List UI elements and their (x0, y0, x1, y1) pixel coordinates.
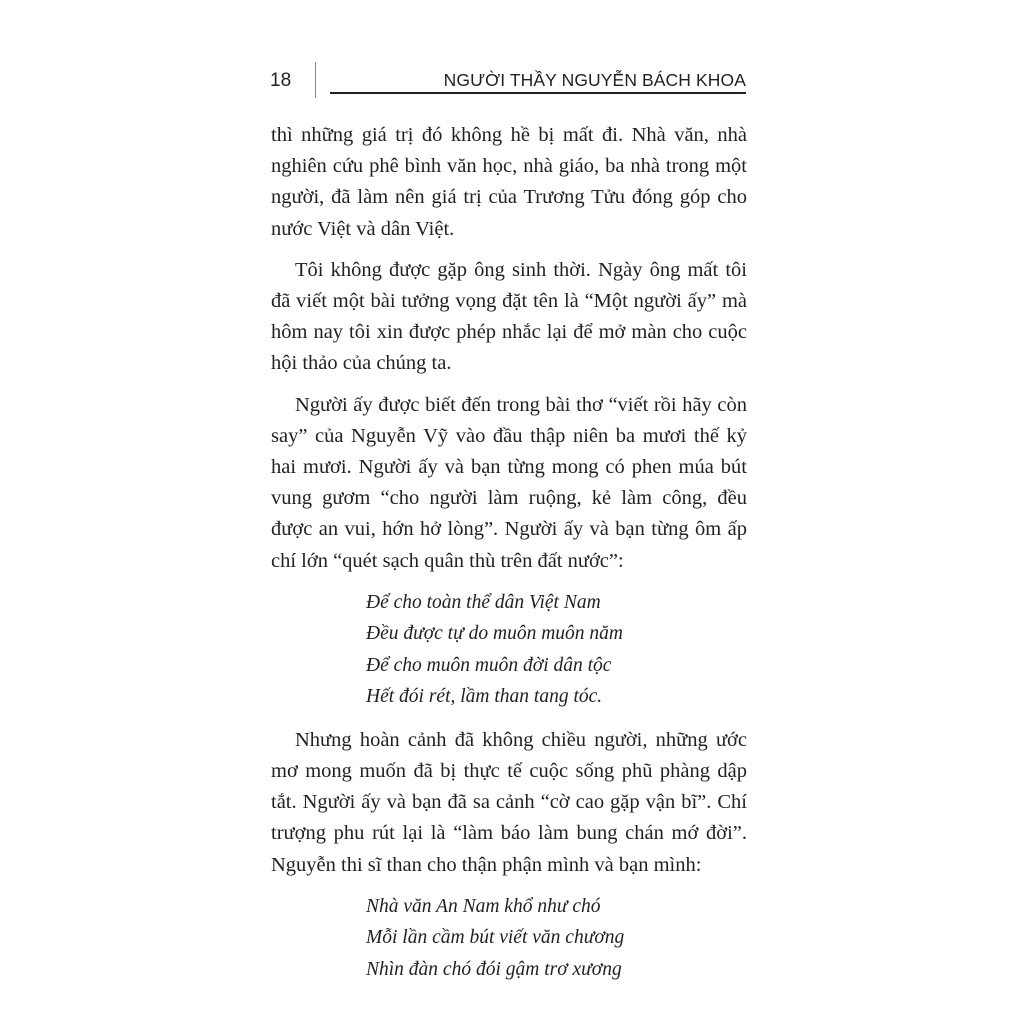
page-header (270, 62, 750, 102)
verse-block-2 (366, 891, 747, 986)
paragraph-4: Nhưng hoàn cảnh đã không chiều người, những ước mơ mong muốn đã bị thực tế cuộc sống phũ phàng dập tắt. Người ấy và bạn đã sa cảnh “cờ cao gặp vận bĩ”. Chí trượng phu rút lại là “làm báo làm bung chán mớ đời”. Nguyễn thi sĩ than cho thận phận mình và bạn mình: (271, 728, 747, 876)
verse-line: Nhà văn An Nam khổ như chó (366, 895, 601, 917)
verse-block-1 (366, 587, 747, 713)
verse-line: Nhìn đàn chó đói gậm trơ xương (366, 958, 622, 980)
paragraph-2: Tôi không được gặp ông sinh thời. Ngày ông mất tôi đã viết một bài tưởng vọng đặt tên là “Một người ấy” mà hôm nay tôi xin được phép nhắc lại để mở màn cho cuộc hội thảo của chúng ta. (271, 258, 747, 375)
page-body (271, 120, 747, 997)
header-divider (315, 62, 316, 98)
verse-line: Mỗi lần cầm bút viết văn chương (366, 927, 625, 949)
verse-line: Để cho muôn muôn đời dân tộc (366, 654, 612, 676)
verse-line: Đều được tự do muôn muôn năm (366, 623, 623, 645)
header-rule (330, 92, 746, 94)
verse-line: Hết đói rét, lầm than tang tóc. (366, 686, 603, 708)
paragraph-3: Người ấy được biết đến trong bài thơ “viết rồi hãy còn say” của Nguyễn Vỹ vào đầu thập niên ba mươi thế kỷ hai mươi. Người ấy và bạn từng mong có phen múa bút vung gươm “cho người làm ruộng, kẻ làm công, đều được an vui, hớn hở lòng”. Người ấy và bạn từng ôm ấp chí lớn “quét sạch quân thù trên đất nước”: (271, 393, 747, 572)
verse-line: Để cho toàn thể dân Việt Nam (366, 591, 601, 613)
paragraph-1: thì những giá trị đó không hề bị mất đi. Nhà văn, nhà nghiên cứu phê bình văn học, nhà giáo, ba nhà trong một người, đã làm nên giá trị của Trương Tửu đóng góp cho nước Việt và dân Việt. (271, 124, 747, 240)
running-title: NGƯỜI THẦY NGUYỄN BÁCH KHOA (443, 70, 746, 90)
page-number: 18 (270, 70, 292, 91)
